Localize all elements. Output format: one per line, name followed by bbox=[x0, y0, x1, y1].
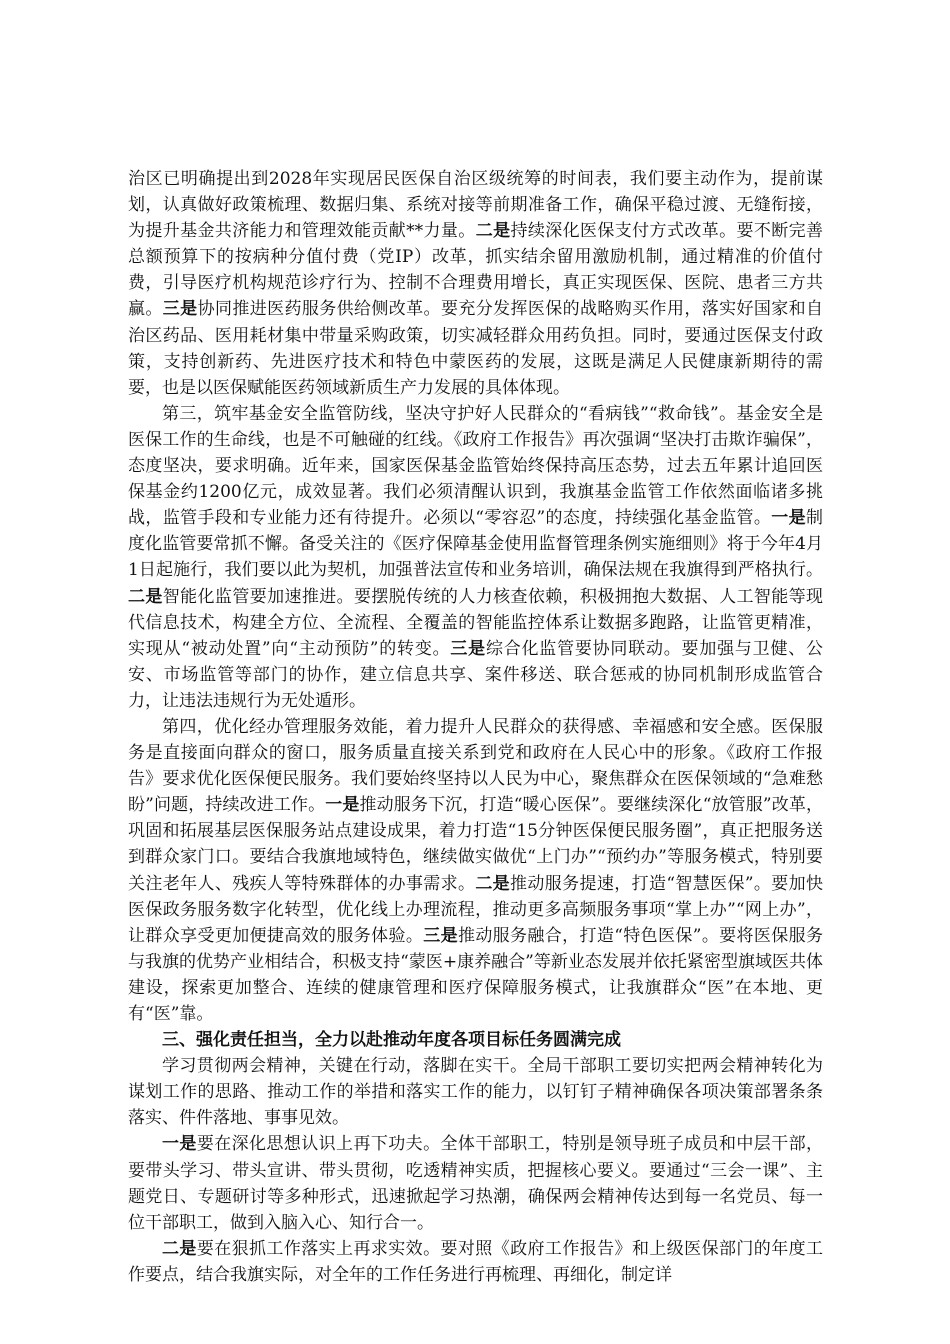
text-run: 综合化监管要协同联动。要加强与卫健、公安、市场监管等部门的协作，建立信息共享、案件移送、联合惩戒的协同机制形成监管合力，让违法违规行为无处遁形。 bbox=[128, 638, 824, 711]
text-run: 智能化监管要加速推进。要摆脱传统的人力核查依赖，积极拥抱大数据、人工智能等现代信息技术，构建全方位、全流程、全覆盖的智能监控体系让数据多跑路，让监管更精准，实现从“被动处置”向“主动预防”的转变。 bbox=[128, 586, 824, 659]
bold-marker: 一是 bbox=[771, 508, 806, 529]
paragraph-2 bbox=[128, 401, 823, 714]
text-run: 第四，优化经办管理服务效能，着力提升人民群众的获得感、幸福感和安全感。医保服务是直接面向群众的窗口，服务质量直接关系到党和政府在人民心中的形象。《政府工作报告》要求优化医保便民服务。我们要始终坚持以人民为中心，聚焦群众在医保领域的“急难愁盼”问题，持续改进工作。 bbox=[128, 716, 823, 816]
bold-marker: 三是 bbox=[162, 299, 198, 320]
text-run: 制度化监管要常抓不懈。备受关注的《医疗保障基金使用监督管理条例实施细则》将于今年4月1日起施行，我们要以此为契机，加强普法宣传和业务培训，确保法规在我旗得到严格执行。 bbox=[128, 508, 823, 581]
paragraph-6 bbox=[128, 1236, 823, 1288]
bold-marker: 一是 bbox=[162, 1134, 197, 1155]
bold-marker: 二是 bbox=[475, 873, 511, 894]
paragraph-3 bbox=[128, 714, 823, 1027]
paragraph-4 bbox=[128, 1053, 823, 1131]
bold-marker: 二是 bbox=[162, 1238, 197, 1259]
text-run: 协同推进医药服务供给侧改革。要充分发挥医保的战略购买作用，落实好国家和自治区药品、医用耗材集中带量采购政策，切实减轻群众用药负担。同时，要通过医保支付政策，支持创新药、先进医疗技术和特色中蒙医药的发展，这既是满足人民健康新期待的需要，也是以医保赋能医药领域新质生产力发展的具体体现。 bbox=[128, 299, 824, 398]
paragraph-1 bbox=[128, 166, 823, 401]
text-run: 推动服务下沉，打造“暖心医保”。要继续深化“放管服”改革，巩固和拓展基层医保服务站点建设成果，着力打造“15分钟医保便民服务圈”，真正把服务送到群众家门口。要结合我旗地域特色，继续做实做优“上门办”“预约办”等服务模式，特别要关注老年人、残疾人等特殊群体的办事需求。 bbox=[128, 795, 823, 894]
text-run: 治区已明确提出到2028年实现居民医保自治区级统筹的时间表，我们要主动作为，提前谋划，认真做好政策梳理、数据归集、系统对接等前期准备工作，确保平稳过渡、无缝衔接，为提升基金共济能力和管理效能贡献**力量。 bbox=[128, 169, 823, 242]
bold-marker: 二是 bbox=[475, 221, 511, 242]
paragraph-5 bbox=[128, 1131, 823, 1235]
text-run: 要在狠抓工作落实上再求实效。要对照《政府工作报告》和上级医保部门的年度工作要点，结合我旗实际，对全年的工作任务进行再梳理、再细化，制定详 bbox=[128, 1238, 824, 1285]
document-body bbox=[128, 166, 823, 1288]
section-heading: 三、强化责任担当，全力以赴推动年度各项目标任务圆满完成 bbox=[162, 1030, 621, 1051]
text-run: 学习贯彻两会精神，关键在行动，落脚在实干。全局干部职工要切实把两会精神转化为谋划工作的思路、推动工作的举措和落实工作的能力，以钉钉子精神确保各项决策部署条条落实、件件落地、事事见效。 bbox=[128, 1056, 823, 1129]
text-run: 要在深化思想认识上再下功夫。全体干部职工，特别是领导班子成员和中层干部，要带头学习、带头宣讲、带头贯彻，吃透精神实质，把握核心要义。要通过“三会一课”、主题党日、专题研讨等多种形式，迅速掀起学习热潮，确保两会精神传达到每一名党员、每一位干部职工，做到入脑入心、知行合一。 bbox=[128, 1134, 824, 1233]
text-run: 持续深化医保支付方式改革。要不断完善总额预算下的按病种分值付费（党IP）改革，抓实结余留用激励机制，通过精准的价值付费，引导医疗机构规范诊疗行为、控制不合理费用增长，真正实现医保、医院、患者三方共赢。 bbox=[128, 221, 824, 320]
text-run: 推动服务融合，打造“特色医保”。要将医保服务与我旗的优势产业相结合，积极支持“蒙医+康养融合”等新业态发展并依托紧密型旗域医共体建设，探索更加整合、连续的健康管理和医疗保障服务模式，让我旗群众“医”在本地、更有“医”靠。 bbox=[128, 925, 824, 1024]
bold-marker: 三是 bbox=[450, 638, 486, 659]
bold-marker: 二是 bbox=[128, 586, 163, 607]
text-run: 推动服务提速，打造“智慧医保”。要加快医保政务服务数字化转型，优化线上办理流程，推动更多高频服务事项“掌上办”“网上办”，让群众享受更加便捷高效的服务体验。 bbox=[128, 873, 824, 946]
bold-marker: 三是 bbox=[423, 925, 458, 946]
bold-marker: 一是 bbox=[325, 795, 360, 816]
text-run: 第三，筑牢基金安全监管防线，坚决守护好人民群众的“看病钱”“救命钱”。基金安全是医保工作的生命线，也是不可触碰的红线。《政府工作报告》再次强调“坚决打击欺诈骗保”，态度坚决，要求明确。近年来，国家医保基金监管始终保持高压态势，过去五年累计追回医保基金约1200亿元，成效显著。我们必须清醒认识到，我旗基金监管工作依然面临诸多挑战，监管手段和专业能力还有待提升。必须以“零容忍”的态度，持续强化基金监管。 bbox=[128, 403, 823, 529]
